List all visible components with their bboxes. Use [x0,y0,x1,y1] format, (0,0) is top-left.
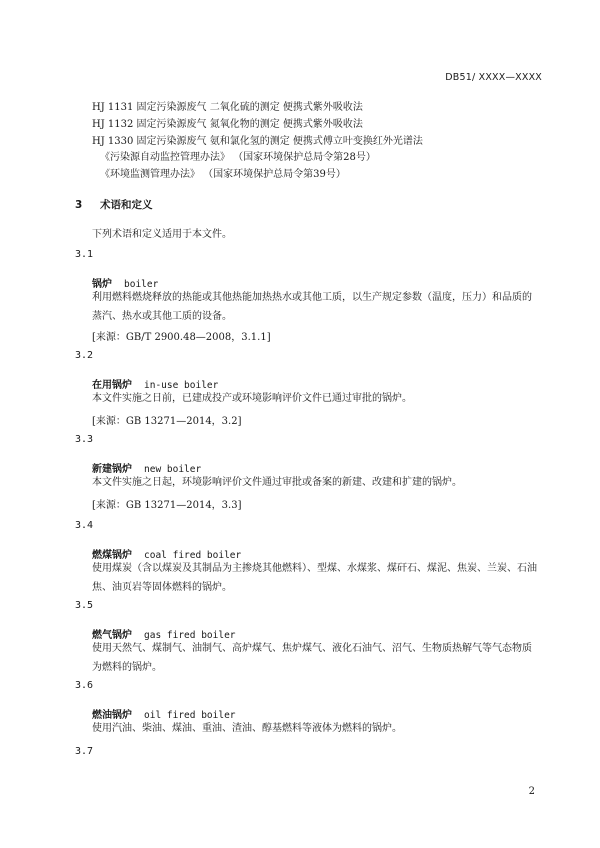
page-number: 2 [528,786,535,797]
term-number: 3.2 [75,350,94,361]
term-number: 3.4 [75,520,94,531]
term-en: gas fired boiler [144,630,236,641]
section-number: 3 [75,199,83,211]
reference-line: HJ 1330 固定污染源废气 氨和氯化氢的测定 便携式傅立叶变换红外光谱法 [92,136,423,147]
term-number: 3.3 [75,434,94,445]
term-definition: 使用汽油、柴油、煤油、重油、渣油、醇基燃料等液体为燃料的锅炉。 [92,723,402,734]
term-zh: 燃油锅炉 [92,710,132,721]
term-definition: 本文件实施之日起，环境影响评价文件通过审批或备案的新建、改建和扩建的锅炉。 [92,477,462,488]
term-zh: 燃煤锅炉 [92,550,132,561]
term-zh: 新建锅炉 [92,464,132,475]
term-number: 3.1 [75,249,94,260]
reference-line: HJ 1131 固定污染源废气 二氧化硫的测定 便携式紫外吸收法 [92,102,363,113]
document-id: DB51/ XXXX—XXXX [445,72,542,83]
term-source: [来源：GB/T 2900.48—2008，3.1.1] [92,332,271,343]
term-en: in-use boiler [144,380,219,391]
reference-line: 《污染源自动监控管理办法》 （国家环境保护总局令第28号） [100,152,376,163]
term-number: 3.5 [75,600,94,611]
term-definition: 使用煤炭（含以煤炭及其制品为主掺烧其他燃料）、型煤、水煤浆、煤矸石、煤泥、焦炭、兰炭、石油焦、油页岩等固体燃料的锅炉。 [92,563,537,593]
section-intro: 下列术语和定义适用于本文件。 [92,229,232,240]
term-en: boiler [124,279,159,290]
term-source: [来源：GB 13271—2014，3.2] [92,416,242,427]
reference-line: 《环境监测管理办法》 （国家环境保护总局令第39号） [100,169,346,180]
term-en: new boiler [144,464,202,475]
term-zh: 锅炉 [92,279,112,290]
term-zh: 在用锅炉 [92,380,132,391]
term-en: coal fired boiler [144,550,242,561]
section-heading [75,197,152,212]
section-title: 术语和定义 [99,199,153,211]
term-definition: 利用燃料燃烧释放的热能或其他热能加热热水或其他工质，以生产规定参数（温度，压力）和品质的蒸汽、热水或其他工质的设备。 [92,292,532,322]
reference-line: HJ 1132 固定污染源废气 氮氧化物的测定 便携式紫外吸收法 [92,119,363,130]
term-source: [来源：GB 13271—2014，3.3] [92,500,242,511]
term-number: 3.6 [75,680,94,691]
term-en: oil fired boiler [144,710,236,721]
term-definition: 使用天然气、煤制气、油制气、高炉煤气、焦炉煤气、液化石油气、沼气、生物质热解气等气态物质为燃料的锅炉。 [92,643,532,673]
term-zh: 燃气锅炉 [92,630,132,641]
term-definition: 本文件实施之日前，已建成投产或环境影响评价文件已通过审批的锅炉。 [92,393,412,404]
term-number: 3.7 [75,746,94,757]
